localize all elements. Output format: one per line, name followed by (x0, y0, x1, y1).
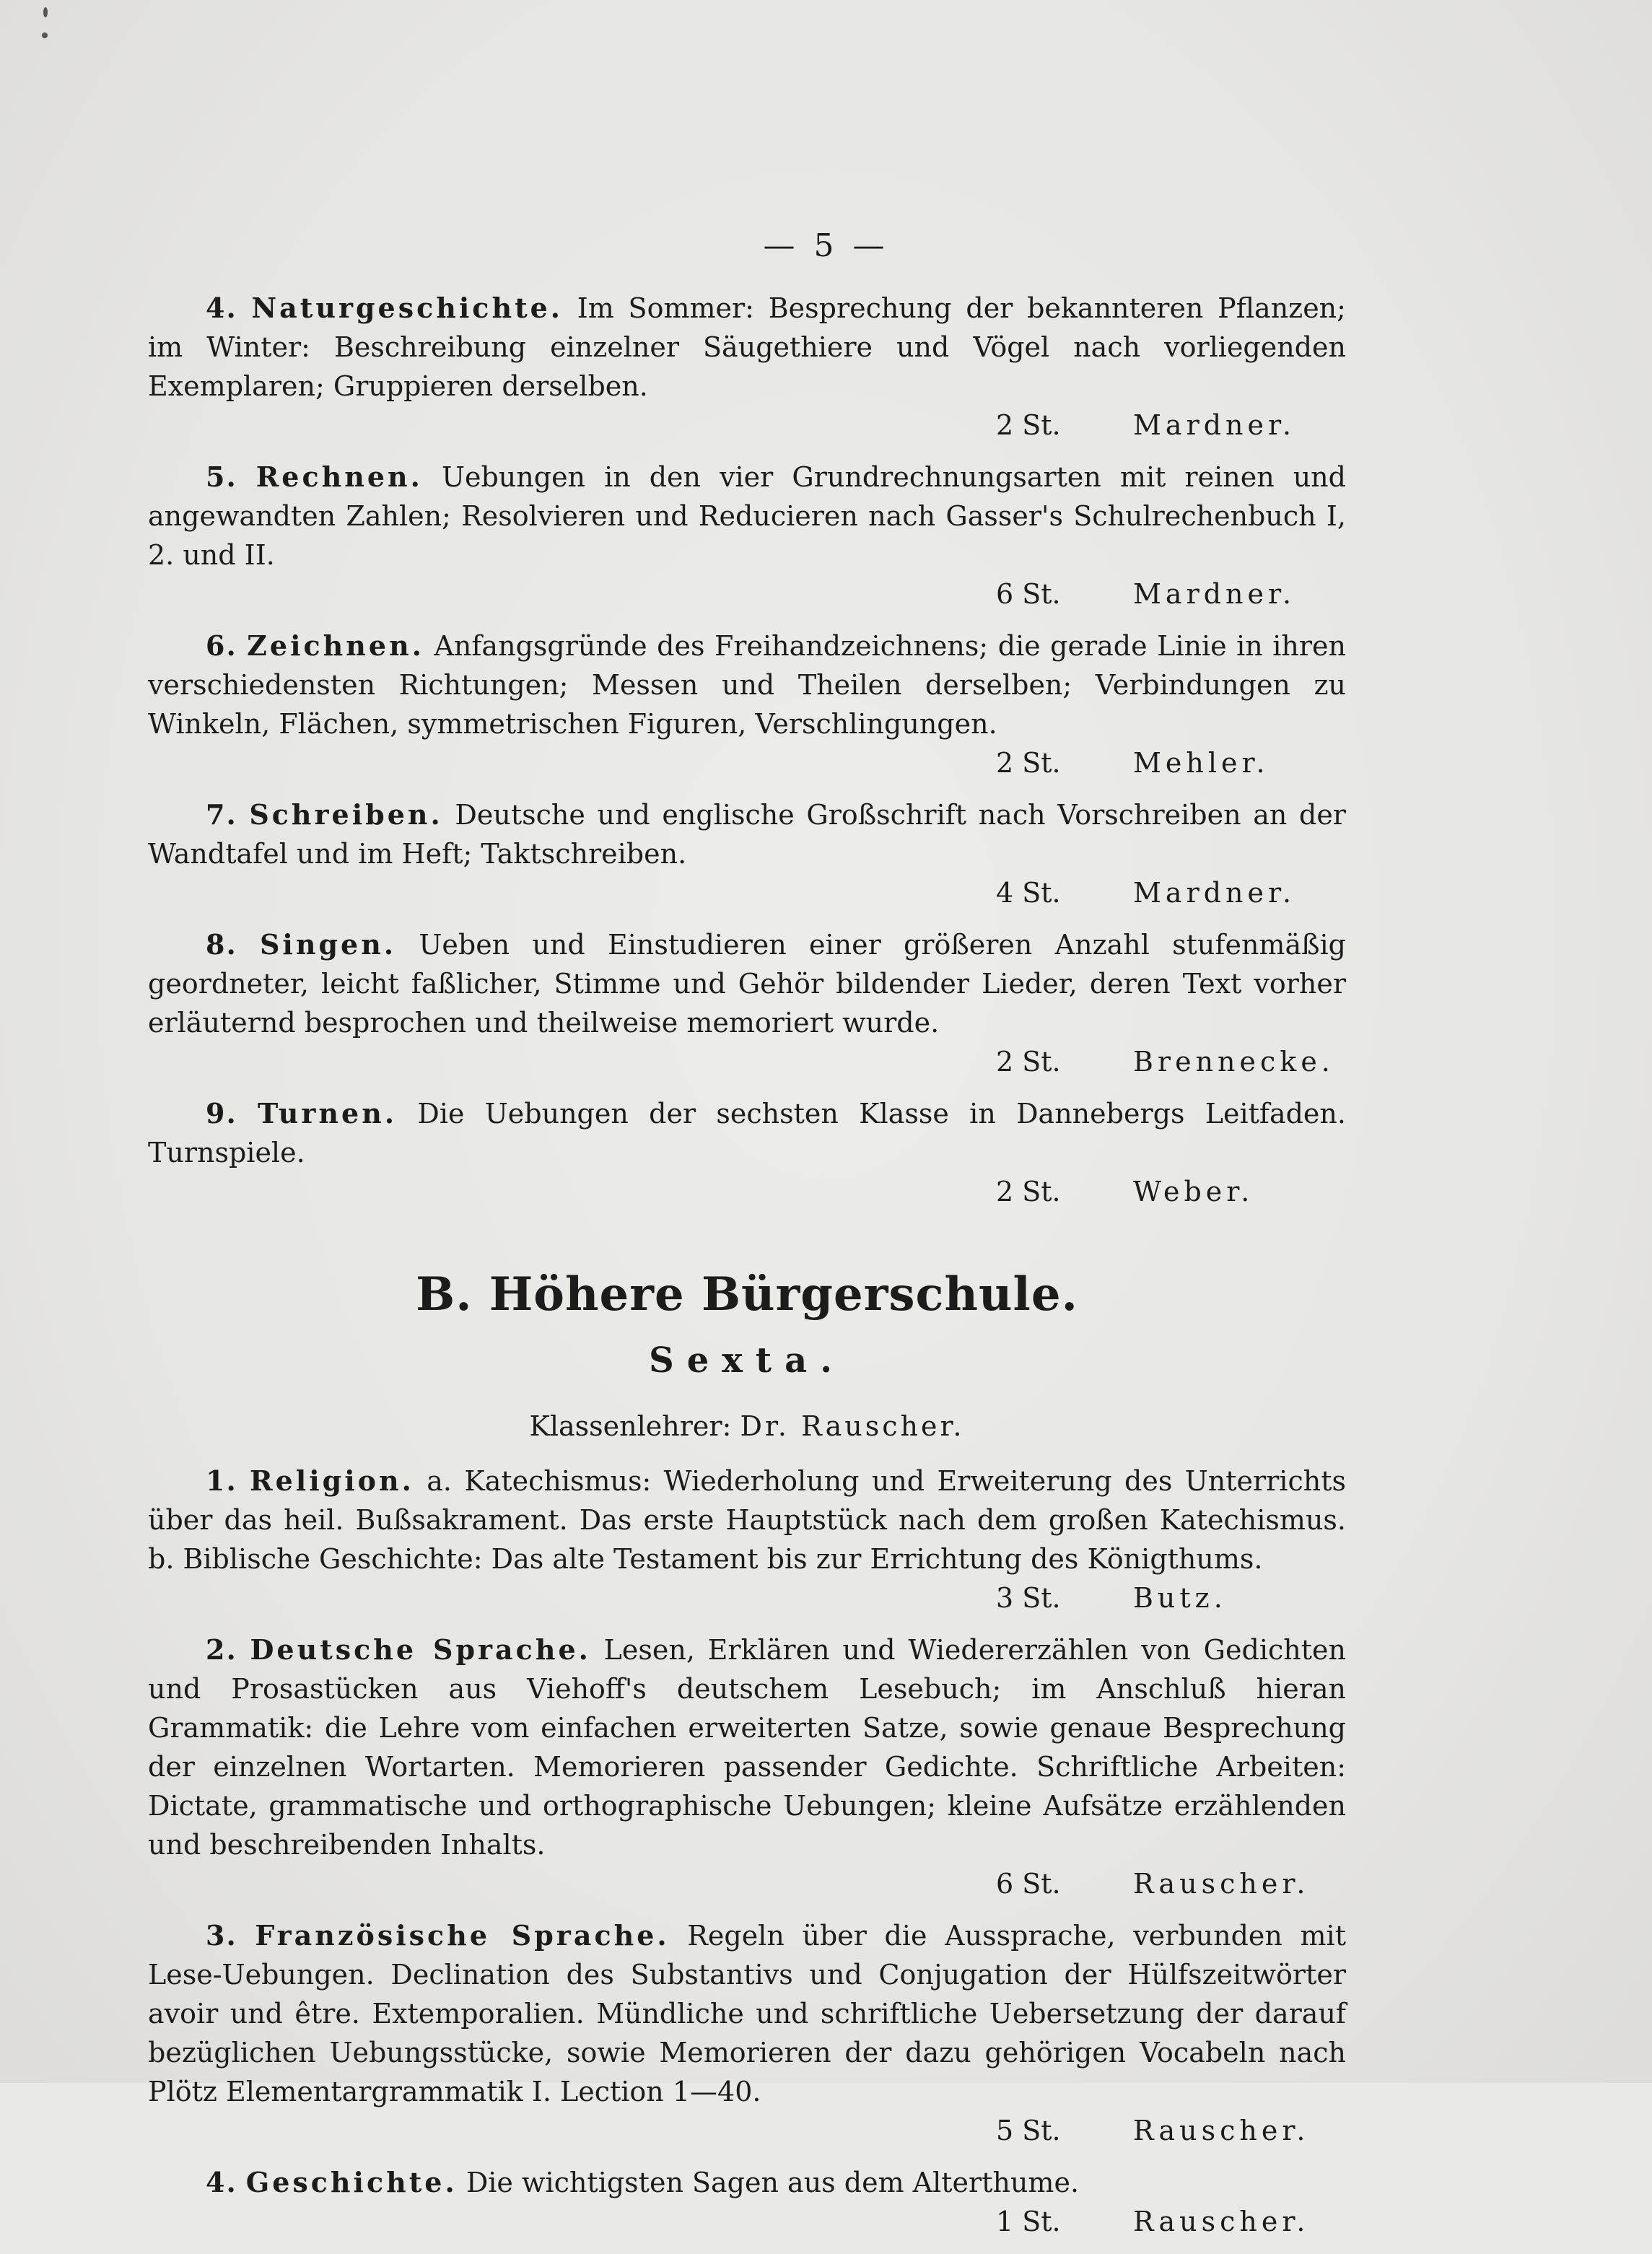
subject-text: Uebungen in den vier Grundrechnungsarten mit reinen und angewandten Zahlen; Resolvieren und Reducieren nach Gasser's Schulrechenbuch I, 2. und II. (148, 461, 1346, 571)
hours-line (148, 2202, 1346, 2241)
hours: 3 St. (996, 1582, 1061, 1614)
teacher: Mardner. (1133, 578, 1296, 610)
subject-text: Anfangsgründe des Freihandzeichnens; die gerade Linie in ihren verschiedensten Richtungen; Messen und Theilen derselben; Verbindungen zu Winkeln, Flächen, symmetrischen Figuren, Verschlingungen. (148, 630, 1346, 740)
item-number: 7. (206, 798, 237, 831)
subject-text: Deutsche und englische Großschrift nach Vorschreiben an der Wandtafel und im Heft; Taktschreiben. (148, 799, 1346, 870)
subject-paragraph (148, 626, 1346, 743)
subject-item (148, 2163, 1346, 2241)
hours-line (148, 1172, 1346, 1211)
hours-line (148, 406, 1346, 445)
subject-item (148, 795, 1346, 912)
subject-title: Turnen. (257, 1097, 398, 1130)
subject-title: Französische Sprache. (255, 1919, 670, 1952)
subject-title: Schreiben. (249, 798, 443, 831)
subject-paragraph (148, 795, 1346, 873)
hours: 2 St. (996, 1176, 1061, 1207)
teacher: Rauscher. (1133, 1868, 1310, 1900)
subject-item (148, 626, 1346, 782)
subject-text: Lesen, Erklären und Wiedererzählen von Gedichten und Prosastücken aus Viehoff's deutschem Lesebuch; im Anschluß hieran Grammatik: die Lehre vom einfachen erweiterten Satze, sowie genaue Besprechung der einzelnen Wortarten. Memorieren passender Gedichte. Schriftliche Arbeiten: Dictate, grammatische und orthographische Uebungen; kleine Aufsätze erzählenden und beschreibenden Inhalts. (148, 1634, 1346, 1861)
subject-paragraph (148, 1630, 1346, 1864)
item-number: 8. (206, 928, 237, 961)
subject-item (148, 289, 1346, 445)
subject-title: Naturgeschichte. (251, 292, 564, 324)
hours: 1 St. (996, 2206, 1061, 2237)
hours: 2 St. (996, 1046, 1061, 1078)
page-content (148, 289, 1346, 2254)
class-teacher-label: Klassenlehrer: (529, 1410, 732, 1442)
subject-text: Die wichtigsten Sagen aus dem Alterthume. (466, 2167, 1080, 2198)
hours-line (148, 1864, 1346, 1903)
teacher: Rauscher. (1133, 2206, 1310, 2237)
teacher: Weber. (1133, 1176, 1254, 1207)
hours: 6 St. (996, 578, 1061, 610)
subject-text: Ueben und Einstudieren einer größeren Anzahl stufenmäßig geordneter, leicht faßlicher, Stimme und Gehör bildender Lieder, deren Text vorher erläuternd besprochen und theilweise memoriert wurde. (148, 929, 1346, 1039)
hours-line (148, 743, 1346, 782)
teacher: Mardner. (1133, 877, 1296, 909)
hours: 2 St. (996, 409, 1061, 441)
class-title: Sexta. (649, 1340, 845, 1381)
scan-speck (42, 32, 48, 38)
subject-text: Im Sommer: Besprechung der bekannteren Pflanzen; im Winter: Beschreibung einzelner Säugethiere und Vögel nach vorliegenden Exemplaren; Gruppieren derselben. (148, 292, 1346, 402)
subject-item (148, 1630, 1346, 1903)
item-number: 2. (206, 1633, 237, 1666)
subject-title: Zeichnen. (247, 629, 424, 662)
teacher: Mardner. (1133, 409, 1296, 441)
item-number: 4. (206, 292, 237, 324)
hours-line (148, 1578, 1346, 1617)
teacher: Rauscher. (1133, 2115, 1310, 2146)
class-teacher-name: Dr. Rauscher. (740, 1410, 965, 1442)
subject-title: Rechnen. (255, 460, 423, 493)
hours: 6 St. (996, 1868, 1061, 1900)
subject-text: Die Uebungen der sechsten Klasse in Dannebergs Leitfaden. Turnspiele. (148, 1098, 1346, 1169)
scan-speck (43, 7, 48, 17)
item-number: 3. (206, 1919, 237, 1952)
class-teacher (148, 1407, 1346, 1446)
hours: 5 St. (996, 2115, 1061, 2146)
teacher: Mehler. (1133, 747, 1269, 779)
hours-line (148, 575, 1346, 613)
teacher: Butz. (1133, 1582, 1227, 1614)
subject-item (148, 1462, 1346, 1617)
subject-paragraph (148, 1916, 1346, 2111)
subject-paragraph (148, 925, 1346, 1042)
subject-paragraph (148, 2163, 1346, 2202)
subject-item (148, 1094, 1346, 1211)
subject-text: Regeln über die Aussprache, verbunden mit Lese-Uebungen. Declination des Substantivs und Conjugation der Hülfszeitwörter avoir und être. Extemporalien. Mündliche und schriftliche Uebersetzung der darauf bezüglichen Uebungsstücke, sowie Memorieren der dazu gehörigen Vocabeln nach Plötz Elementargrammatik I. Lection 1—40. (148, 1920, 1346, 2107)
subject-paragraph (148, 289, 1346, 406)
item-number: 1. (206, 1464, 237, 1497)
subject-title: Geschichte. (245, 2166, 458, 2198)
hours: 2 St. (996, 747, 1061, 779)
hours-line (148, 2111, 1346, 2150)
section-title: B. Höhere Bürgerschule. (416, 1267, 1078, 1322)
subject-paragraph (148, 1462, 1346, 1578)
subject-title: Singen. (259, 928, 397, 961)
subject-item (148, 458, 1346, 613)
item-number: 6. (206, 629, 237, 662)
subject-item (148, 1916, 1346, 2150)
item-number: 9. (206, 1097, 237, 1130)
subject-title: Religion. (250, 1464, 414, 1497)
subject-text: a. Katechismus: Wiederholung und Erweiterung des Unterrichts über das heil. Bußsakrament. Das erste Hauptstück nach dem großen Katechismus. b. Biblische Geschichte: Das alte Testament bis zur Errichtung des Königthums. (148, 1465, 1346, 1575)
subject-title: Deutsche Sprache. (250, 1633, 591, 1666)
teacher: Brennecke. (1133, 1046, 1334, 1078)
subject-item (148, 925, 1346, 1081)
hours-line (148, 873, 1346, 912)
item-number: 5. (206, 460, 237, 493)
hours-line (148, 1042, 1346, 1081)
item-number: 4. (206, 2166, 237, 2198)
subject-paragraph (148, 458, 1346, 575)
page-number: — 5 — (763, 227, 889, 264)
subject-paragraph (148, 1094, 1346, 1172)
hours: 4 St. (996, 877, 1061, 909)
